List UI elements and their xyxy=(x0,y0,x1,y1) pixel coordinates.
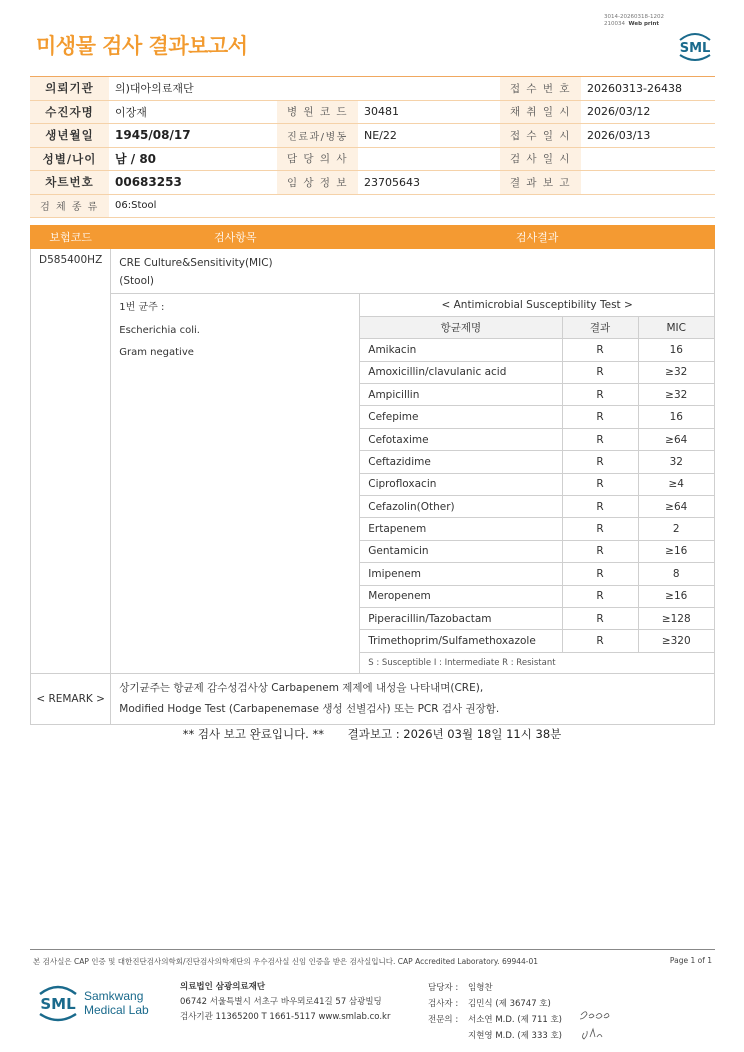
info-label: 차트번호 xyxy=(30,171,109,195)
signature-image xyxy=(578,1007,610,1043)
staff-row xyxy=(428,996,562,1012)
susceptibility-result: R xyxy=(562,406,638,428)
sml-logo-icon xyxy=(36,980,80,1026)
mic-value: 2 xyxy=(638,518,714,540)
ast-row xyxy=(360,563,714,585)
mic-value: ≥32 xyxy=(638,361,714,383)
remark-label: < REMARK > xyxy=(31,674,111,725)
collection-date: 2026/03/12 xyxy=(581,100,715,124)
staff-name: 김민식 (제 36747 호) xyxy=(468,999,551,1009)
susceptibility-result: R xyxy=(562,563,638,585)
drug-name: Cefotaxime xyxy=(360,428,562,450)
ast-row xyxy=(360,496,714,518)
drug-name: Amoxicillin/clavulanic acid xyxy=(360,361,562,383)
drug-name: Imipenem xyxy=(360,563,562,585)
info-label: 접 수 일 시 xyxy=(500,124,581,148)
ast-row xyxy=(360,384,714,406)
isolate-label: 1번 균주 : xyxy=(119,302,165,313)
ast-row xyxy=(360,361,714,383)
staff-name: 지현영 M.D. (제 333 호) xyxy=(468,1031,563,1041)
susceptibility-result: R xyxy=(562,585,638,607)
remark-line: 상기균주는 항균제 감수성검사상 Carbapenem 제제에 내성을 나타내며(CRE), xyxy=(119,682,484,695)
header-test-result: 검사결과 xyxy=(360,226,715,249)
info-label: 생년월일 xyxy=(30,124,109,148)
staff-name: 서소연 M.D. (제 711 호) xyxy=(468,1015,563,1025)
mic-value: ≥16 xyxy=(638,540,714,562)
info-label: 담 당 의 사 xyxy=(277,147,358,171)
lab-name xyxy=(84,989,149,1017)
susceptibility-result: R xyxy=(562,630,638,652)
susceptibility-result: R xyxy=(562,473,638,495)
report-date xyxy=(581,171,715,195)
staff-name: 임형찬 xyxy=(468,983,493,993)
clinical-info: 23705643 xyxy=(358,171,500,195)
drug-name: Ertapenem xyxy=(360,518,562,540)
drug-name: Gentamicin xyxy=(360,540,562,562)
info-label: 결 과 보 고 xyxy=(500,171,581,195)
info-label: 의뢰기관 xyxy=(30,77,109,101)
lab-contact: 검사기관 11365200 T 1661-5117 www.smlab.co.kr xyxy=(180,1012,391,1022)
drug-name: Meropenem xyxy=(360,585,562,607)
ast-row xyxy=(360,518,714,540)
staff-list xyxy=(428,980,562,1044)
info-label: 임 상 정 보 xyxy=(277,171,358,195)
staff-row xyxy=(428,980,562,996)
print-id xyxy=(604,14,694,28)
col-mic: MIC xyxy=(638,316,714,338)
test-specimen: (Stool) xyxy=(119,275,155,287)
ast-row xyxy=(360,630,714,652)
susceptibility-result: R xyxy=(562,384,638,406)
staff-role xyxy=(428,1028,468,1044)
accreditation-text: 본 검사실은 CAP 인증 및 대한진단검사의학회/진단검사의학재단의 우수검사실 신임 인증을 받은 검사실입니다. CAP Accredited Laboratory. 69944-01 xyxy=(33,957,539,966)
print-id-code: 210034 xyxy=(604,21,625,27)
insurance-code: D585400HZ xyxy=(31,249,111,674)
info-label: 병 원 코 드 xyxy=(277,100,358,124)
sml-logo-icon xyxy=(676,30,714,64)
web-print-label: Web print xyxy=(628,21,660,27)
mic-value: ≥16 xyxy=(638,585,714,607)
ast-title: < Antimicrobial Susceptibility Test > xyxy=(360,294,714,316)
susceptibility-result: R xyxy=(562,540,638,562)
ast-legend: S : Susceptible I : Intermediate R : Resistant xyxy=(360,652,714,673)
department-ward: NE/22 xyxy=(358,124,500,148)
specimen-type: 06:Stool xyxy=(109,194,715,218)
drug-name: Cefepime xyxy=(360,406,562,428)
patient-info-table xyxy=(30,76,715,218)
report-timestamp: 결과보고 : 2026년 03월 18일 11시 38분 xyxy=(347,727,562,741)
gram-stain: Gram negative xyxy=(119,347,194,358)
ast-row xyxy=(360,406,714,428)
report-title: 미생물 검사 결과보고서 xyxy=(36,34,248,58)
susceptibility-result: R xyxy=(562,339,638,361)
info-label: 검 체 종 류 xyxy=(30,194,109,218)
staff-role: 전문의 : xyxy=(428,1015,459,1025)
ast-row xyxy=(360,451,714,473)
birth-date: 1945/08/17 xyxy=(109,124,277,148)
mic-value: 32 xyxy=(638,451,714,473)
staff-row xyxy=(428,1028,562,1044)
ast-row xyxy=(360,607,714,629)
info-label: 검 사 일 시 xyxy=(500,147,581,171)
ast-row xyxy=(360,540,714,562)
mic-value: ≥4 xyxy=(638,473,714,495)
drug-name: Piperacillin/Tazobactam xyxy=(360,607,562,629)
staff-row xyxy=(428,1012,562,1028)
ast-row xyxy=(360,473,714,495)
sex-age: 남 / 80 xyxy=(109,147,277,171)
susceptibility-table xyxy=(360,294,714,673)
lab-address-block xyxy=(180,980,390,1025)
lab-name-line: Samkwang xyxy=(84,989,144,1003)
organism-name: Escherichia coli. xyxy=(119,324,200,336)
footer-divider xyxy=(30,949,715,950)
drug-name: Ampicillin xyxy=(360,384,562,406)
susceptibility-result: R xyxy=(562,607,638,629)
drug-name: Ceftazidime xyxy=(360,451,562,473)
mic-value: ≥64 xyxy=(638,496,714,518)
report-complete-note xyxy=(0,726,744,742)
info-label: 수진자명 xyxy=(30,100,109,124)
svg-text:SML: SML xyxy=(679,41,711,56)
drug-name: Ciprofloxacin xyxy=(360,473,562,495)
patient-name: 이장재 xyxy=(109,100,277,124)
chart-number: 00683253 xyxy=(109,171,277,195)
ast-row xyxy=(360,585,714,607)
info-label: 진료과/병동 xyxy=(277,124,358,148)
svg-text:SML: SML xyxy=(40,995,76,1013)
mic-value: ≥64 xyxy=(638,428,714,450)
susceptibility-result: R xyxy=(562,518,638,540)
report-complete: ** 검사 보고 완료입니다. ** xyxy=(182,727,324,741)
test-name: CRE Culture&Sensitivity(MIC) xyxy=(119,257,273,269)
col-result: 결과 xyxy=(562,316,638,338)
drug-name: Trimethoprim/Sulfamethoxazole xyxy=(360,630,562,652)
col-drug: 항균제명 xyxy=(360,316,562,338)
info-label: 성별/나이 xyxy=(30,147,109,171)
organization-name: 의료법인 삼광의료재단 xyxy=(180,982,266,992)
attending-doctor xyxy=(358,147,500,171)
remark-line: Modified Hodge Test (Carbapenemase 생성 선별검사) 또는 PCR 검사 권장함. xyxy=(119,703,500,716)
print-id-line: 3014-20260318-1202 xyxy=(604,14,664,20)
info-label: 접 수 번 호 xyxy=(500,77,581,101)
mic-value: ≥128 xyxy=(638,607,714,629)
susceptibility-result: R xyxy=(562,361,638,383)
susceptibility-result: R xyxy=(562,451,638,473)
hospital-code: 30481 xyxy=(358,100,500,124)
received-date: 2026/03/13 xyxy=(581,124,715,148)
test-date xyxy=(581,147,715,171)
mic-value: ≥32 xyxy=(638,384,714,406)
page-number: Page 1 of 1 xyxy=(669,956,712,965)
ast-row xyxy=(360,339,714,361)
staff-role: 검사자 : xyxy=(428,999,459,1009)
accession-number: 20260313-26438 xyxy=(581,77,715,101)
lab-name-line: Medical Lab xyxy=(84,1003,149,1017)
header-test-item: 검사항목 xyxy=(111,226,360,249)
header-insurance-code: 보험코드 xyxy=(31,226,111,249)
drug-name: Amikacin xyxy=(360,339,562,361)
susceptibility-result: R xyxy=(562,428,638,450)
staff-role: 담당자 : xyxy=(428,983,459,993)
susceptibility-result: R xyxy=(562,496,638,518)
mic-value: 16 xyxy=(638,406,714,428)
mic-value: ≥320 xyxy=(638,630,714,652)
ast-row xyxy=(360,428,714,450)
results-table xyxy=(30,225,715,725)
requesting-institution: 의)대아의료재단 xyxy=(109,77,500,101)
lab-address: 06742 서울특별시 서초구 바우뫼로41길 57 삼광빌딩 xyxy=(180,997,382,1007)
mic-value: 16 xyxy=(638,339,714,361)
mic-value: 8 xyxy=(638,563,714,585)
drug-name: Cefazolin(Other) xyxy=(360,496,562,518)
info-label: 채 취 일 시 xyxy=(500,100,581,124)
